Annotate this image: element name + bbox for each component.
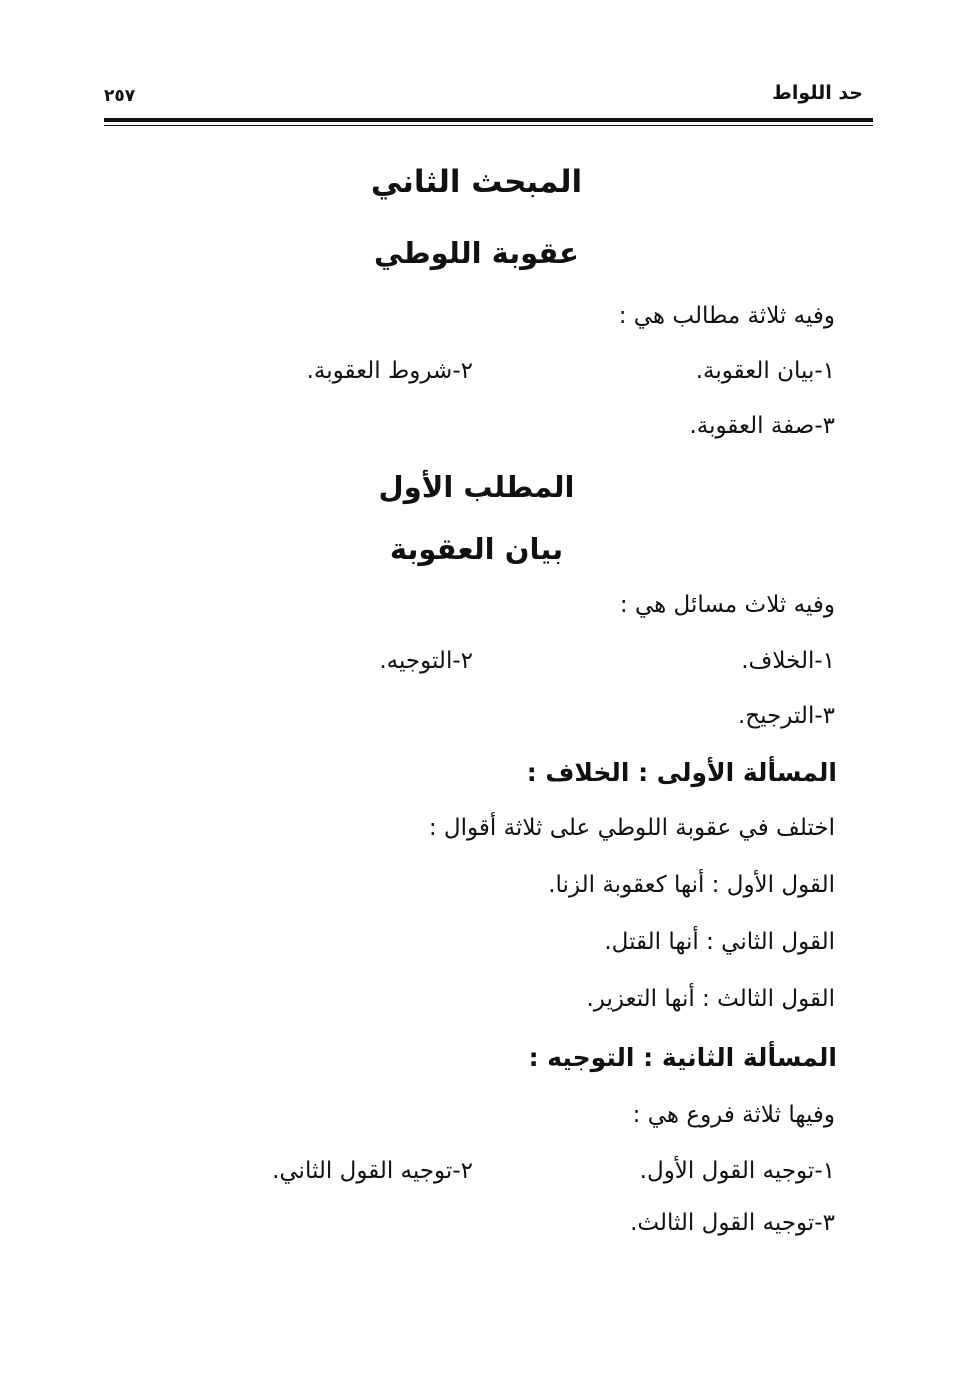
subsection-subtitle: بيان العقوبة	[389, 532, 564, 566]
issue1-intro: اختلف في عقوبة اللوطي على ثلاثة أقوال :	[428, 815, 835, 841]
issue2-title: المسألة الثانية : التوجيه :	[528, 1043, 837, 1072]
issue2-item-1: ١-توجيه القول الأول.	[639, 1158, 835, 1184]
subsection-item-3: ٣-الترجيح.	[737, 703, 835, 729]
section-intro: وفيه ثلاثة مطالب هي :	[618, 303, 835, 329]
issue2-intro: وفيها ثلاثة فروع هي :	[632, 1102, 835, 1128]
subsection-item-2: ٢-التوجيه.	[379, 648, 473, 674]
subsection-intro: وفيه ثلاث مسائل هي :	[619, 592, 835, 618]
running-header-title: حد اللواط	[772, 82, 863, 104]
section-title: المبحث الثاني	[370, 164, 583, 200]
header-rule-thick	[104, 118, 873, 122]
subsection-item-1: ١-الخلاف.	[741, 648, 835, 674]
issue1-opinion-3: القول الثالث : أنها التعزير.	[586, 986, 835, 1012]
section-item-3: ٣-صفة العقوبة.	[689, 413, 835, 439]
issue1-title: المسألة الأولى : الخلاف :	[526, 758, 837, 787]
issue1-opinion-1: القول الأول : أنها كعقوبة الزنا.	[548, 872, 835, 898]
subsection-title: المطلب الأول	[378, 470, 575, 504]
issue2-item-2: ٢-توجيه القول الثاني.	[272, 1158, 473, 1184]
section-item-1: ١-بيان العقوبة.	[695, 358, 835, 384]
header-rule-thin	[104, 125, 873, 126]
issue2-item-3: ٣-توجيه القول الثالث.	[630, 1210, 835, 1236]
section-item-2: ٢-شروط العقوبة.	[306, 358, 473, 384]
issue1-opinion-2: القول الثاني : أنها القتل.	[604, 929, 835, 955]
page-number: ٢٥٧	[104, 86, 136, 106]
section-subtitle: عقوبة اللوطي	[374, 236, 579, 270]
